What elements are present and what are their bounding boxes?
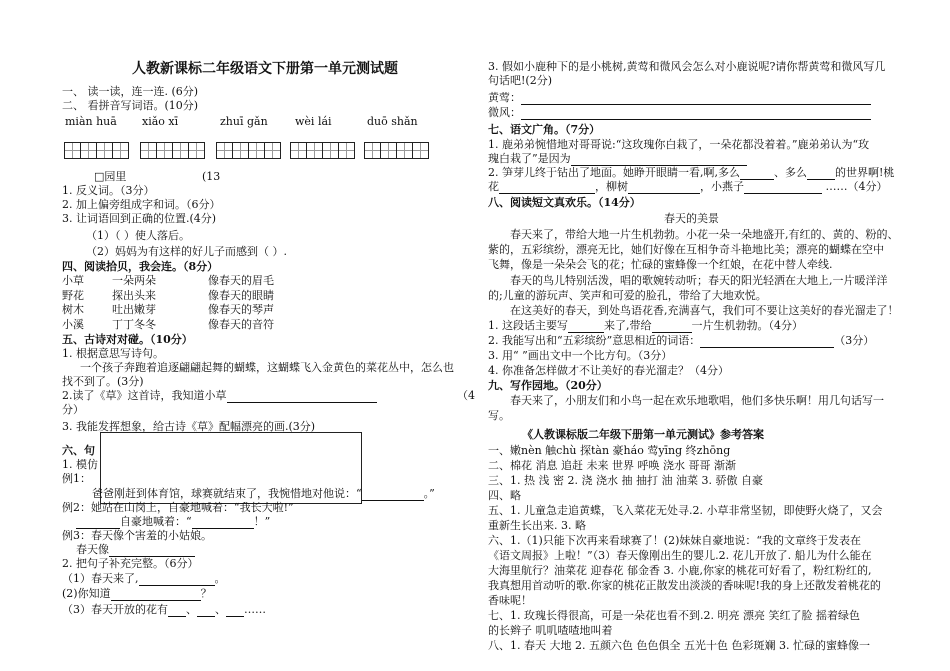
passage-line: 在这美好的春天，到处鸟语花香,充满喜气，我们可不要让这美好的春光溜走了！	[510, 304, 899, 317]
poem-q2	[62, 389, 377, 403]
r7-q1-blank[interactable]	[571, 153, 747, 166]
q3-item-1: （1）（ ）使人落后。	[86, 229, 190, 242]
q3-item-2: （2）妈妈为有这样的好儿子而感到（ ）.	[86, 245, 287, 258]
poem-q1: 1. 根据意思写诗句。	[62, 347, 164, 360]
pinyin-3: zhuī gǎn	[220, 115, 268, 128]
q1-antonyms: 1. 反义词。（3分）	[62, 184, 155, 197]
r7-q1-line2	[488, 152, 747, 166]
match-simile: 像春天的琴声	[208, 303, 274, 316]
answer-line: 六、1.（1)只能下次再来看球赛了！(2)妹妹自豪地说：“我的文章终于发表在	[488, 534, 861, 547]
q2-radicals: 2. 加上偏旁组成字和词。（6分）	[62, 198, 221, 211]
section-5-heading: 五、古诗对对碰。（10分）	[62, 333, 193, 346]
section-4-heading: 四、阅读拾贝，我会连。（8分）	[62, 260, 219, 273]
poem-q2-label: 2.读了《草》这首诗，我知道小草	[62, 389, 227, 402]
match-row	[62, 274, 282, 289]
s6-q2-item-3: （3）春天开放的花有 、 、 ……	[62, 603, 266, 616]
blank[interactable]	[226, 604, 244, 617]
huangying-label: 黄莺：	[488, 91, 521, 104]
answer-line: 的长辫子 叽叽喳喳地叫着	[488, 624, 613, 637]
page-title: 人教新课标二年级语文下册第一单元测试题	[132, 61, 398, 77]
writing-grid-4[interactable]	[290, 142, 354, 159]
r7-q2	[488, 166, 894, 180]
r8-q2-text: 2. 我能写出和“五彩缤纷”意思相近的词语：	[488, 334, 701, 347]
poem-q2-score: （4	[457, 389, 475, 402]
passage-line: 紫的，五彩缤纷，漂亮无比，她们好像在互相争奇斗艳地比美；漂亮的蝴蝶在空中	[488, 243, 884, 256]
poem-q2-blank[interactable]	[227, 390, 377, 403]
blank[interactable]	[744, 181, 822, 194]
r7-q2-end: 的世界啊!桃	[834, 166, 895, 179]
blank[interactable]	[499, 181, 595, 194]
pinyin-2: xiǎo xī	[142, 115, 179, 128]
r8-q2-score: （3分）	[834, 334, 875, 347]
match-action: 丁丁冬冬	[112, 317, 156, 331]
r7-q1: 1. 鹿弟弟惋惜地对哥哥说:“这玫瑰你白栽了，一朵花都没着着。”鹿弟弟认为“玫	[488, 138, 870, 151]
huangying-line	[488, 91, 871, 105]
match-simile: 像春天的音符	[208, 317, 274, 331]
match-subject: 小溪	[62, 317, 84, 331]
obscured-text-b: (13	[202, 170, 221, 183]
r7-q2-line2	[488, 180, 888, 194]
match-subject: 小草	[62, 274, 84, 287]
example-3-practice	[76, 543, 195, 557]
r7-q2-hua: 花	[488, 180, 499, 193]
section-8-heading: 八、阅读短文真欢乐。（14分）	[488, 196, 641, 209]
r8-q1-end: 一片生机勃勃。（4分）	[691, 319, 803, 332]
passage-title: 春天的美景	[664, 212, 719, 225]
huangying-blank[interactable]	[521, 92, 871, 105]
writing-grid-3[interactable]	[216, 142, 280, 159]
ellipsis: ……	[244, 603, 266, 616]
matching-table	[62, 274, 282, 332]
match-simile: 像春天的眉毛	[208, 274, 274, 287]
r3-question-2: 句话吧!(2分)	[488, 74, 553, 87]
writing-grid-5[interactable]	[364, 142, 428, 159]
pinyin-5: duō shǎn	[367, 115, 418, 128]
s6-q2-item-1: （1）春天来了, 。	[62, 572, 226, 585]
answer-line: 重新生长出来. 3. 略	[488, 519, 586, 532]
weifeng-label: 微风：	[488, 106, 521, 119]
r8-q2	[488, 334, 874, 348]
pinyin-1: miàn huā	[65, 115, 117, 128]
example-3: 例3：春天像个害羞的小姑娘。	[62, 529, 212, 542]
r8-q1-text: 1. 这段话主要写	[488, 319, 568, 332]
blank[interactable]	[740, 167, 774, 180]
match-action: 吐出嫩芽	[112, 303, 156, 316]
example-1-label: 例1：	[62, 472, 91, 485]
weifeng-blank[interactable]	[521, 107, 871, 120]
example-2-blank-b[interactable]	[192, 516, 254, 529]
match-row	[62, 289, 282, 304]
answer-line: 四、略	[488, 489, 521, 502]
passage-line: 的;儿童的游玩声、笑声和可爱的脸孔，带给了大地欢悦。	[488, 289, 767, 302]
blank[interactable]	[197, 604, 215, 617]
passage-line: 春天来了，带给大地一片生机勃勃。小花一朵一朵地盛开,有红的、黄的、粉的、	[510, 228, 899, 241]
blank[interactable]	[807, 167, 835, 180]
writing-grid-1[interactable]	[64, 142, 128, 159]
match-subject: 野花	[62, 288, 84, 302]
section-1-heading: 一、 读一读，连一连. (6分)	[62, 85, 199, 98]
r7-q2-mid: 、多么	[773, 166, 807, 179]
blank[interactable]	[628, 181, 700, 194]
obscured-text-a: □园里	[94, 170, 127, 183]
answer-line: 七、1. 玫瑰长得很高，可是一朵花也看不到.2. 明亮 漂亮 笑红了脸 摇着绿色	[488, 609, 860, 622]
r8-q1-mid: 来了,带给	[604, 319, 652, 332]
section-6-heading: 六、句	[62, 444, 95, 457]
s6-q2-item-1-text: （1）春天来了,	[62, 572, 139, 585]
writing-prompt-2: 写。	[488, 409, 510, 422]
r7-q2-score: ……（4分）	[825, 180, 888, 193]
example-1-blank[interactable]	[362, 488, 424, 501]
pinyin-4: wèi lái	[295, 115, 332, 128]
answer-line: 《语文周报》上啦！”（3）春天像刚出生的婴儿.2. 花儿开放了. 船儿为什么能在	[488, 549, 872, 562]
blank[interactable]	[168, 604, 186, 617]
example-2-text: 自豪地喊着：“	[120, 515, 192, 528]
poem-q1-text-2: 找不到了。(3分)	[62, 375, 144, 388]
r7-q2-yanzi: ，小燕子	[700, 180, 744, 193]
r8-q3: 3. 用“ ”画出文中一个比方句。（3分）	[488, 349, 673, 362]
answer-line: 香味呢！	[488, 594, 532, 607]
s6-q2-item-3-text: （3）春天开放的花有	[62, 603, 168, 616]
answer-line: 三、1. 热 浅 密 2. 浇 浇水 抽 抽打 油 油菜 3. 骄傲 自豪	[488, 474, 763, 487]
r7-q2-liushu: ，柳树	[595, 180, 628, 193]
r3-question: 3. 假如小鹿种下的是小桃树,黄莺和微风会怎么对小鹿说呢?请你帮黄莺和微风写几	[488, 60, 886, 73]
answer-key-title: 《人教课标版二年级下册第一单元测试》参考答案	[522, 428, 764, 441]
example-2-practice	[76, 515, 270, 529]
match-simile: 像春天的眼睛	[208, 288, 274, 302]
example-1-text: 爸爸刚赶到体育馆，球赛就结束了，我惋惜地对他说：“	[92, 487, 362, 500]
s6-q2-item-2-text: (2)你知道	[62, 587, 111, 600]
answer-line: 五、1. 儿童急走追黄蝶，飞入菜花无处寻.2. 小草非常坚韧，即使野火烧了，又会	[488, 504, 883, 517]
match-action: 一朵两朵	[112, 274, 156, 287]
match-action: 探出头来	[112, 288, 156, 302]
answer-line: 大海里航行？油菜花 迎春花 郁金香 3. 小鹿,你家的桃花可好看了，粉红粉红的,	[488, 564, 872, 577]
s6-q2-item-2: (2)你知道 ？	[62, 587, 212, 600]
answer-line: 我真想用首动听的歌.你家的桃花正散发出淡淡的香味呢!我的身上还散发着桃花的	[488, 579, 881, 592]
blank[interactable]	[700, 335, 834, 348]
answer-line: 八、1. 春天 大地 2. 五颜六色 色色俱全 五光十色 色彩斑斓 3. 忙碌的蜜蜂像一	[488, 639, 870, 652]
example-3-blank[interactable]	[109, 544, 195, 557]
example-2-blank-a[interactable]	[76, 516, 120, 529]
s6-q2-item-2-blank[interactable]	[111, 588, 201, 601]
answer-line: 二、棉花 消息 追赶 未来 世界 呼唤 浇水 哥哥 渐渐	[488, 459, 736, 472]
section-2-heading: 二、 看拼音写词语。(10分)	[62, 99, 199, 112]
r8-q4: 4. 你准备怎样做才不让美好的春光溜走？（4分）	[488, 364, 729, 377]
passage-line: 飞舞，像是一朵朵会飞的花；忙碌的蜜蜂像一个红娘，在花中替人牵线.	[488, 258, 833, 271]
blank[interactable]	[568, 320, 604, 333]
poem-q1-text: 一个孩子奔跑着追逐翩翩起舞的蝴蝶，这蝴蝶飞入金黄色的菜花丛中，怎么也	[80, 361, 454, 374]
r7-q2-text: 2. 笋芽儿终于钻出了地面。她睁开眼睛一看,啊,多么	[488, 166, 740, 179]
r8-q1	[488, 319, 803, 333]
match-row	[62, 303, 282, 318]
section-9-heading: 九、写作园地。（20分）	[488, 379, 608, 392]
q3-placement: 3. 让词语回到正确的位置.(4分)	[62, 212, 217, 225]
example-1-end: 。”	[423, 487, 435, 500]
answer-line: 一、嫩nèn 触chù 探tàn 豪háo 莺yīng 终zhōng	[488, 444, 731, 457]
example-3-text: 春天像	[76, 543, 109, 556]
s6-q1: 1. 模仿	[62, 458, 98, 471]
match-row	[62, 318, 282, 333]
poem-q2-score-2: 分）	[62, 403, 84, 416]
r7-q1-text: 瑰白栽了”是因为	[488, 152, 571, 165]
example-1	[92, 487, 435, 501]
example-2-end: ！”	[253, 515, 271, 528]
match-subject: 树木	[62, 303, 84, 316]
s6-q2-item-1-blank[interactable]	[139, 573, 215, 586]
blank[interactable]	[652, 320, 692, 333]
weifeng-line	[488, 106, 871, 120]
example-2: 例2：她站在山岗上，自豪地喊着：“我长大啦!”	[62, 501, 294, 514]
section-7-heading: 七、语文广角。（7分）	[488, 123, 601, 136]
passage-line: 春天的鸟儿特别活泼，唱的歌婉转动听；春天的阳光轻洒在大地上,一片暖洋洋	[510, 274, 888, 287]
s6-q2: 2. 把句子补充完整。（6分）	[62, 557, 199, 570]
poem-q3: 3. 我能发挥想象，给古诗《草》配幅漂亮的画.(3分)	[62, 420, 316, 433]
writing-grid-2[interactable]	[140, 142, 204, 159]
writing-prompt: 春天来了，小朋友们和小鸟一起在欢乐地歌唱，他们多快乐啊！用几句话写一	[510, 394, 884, 407]
